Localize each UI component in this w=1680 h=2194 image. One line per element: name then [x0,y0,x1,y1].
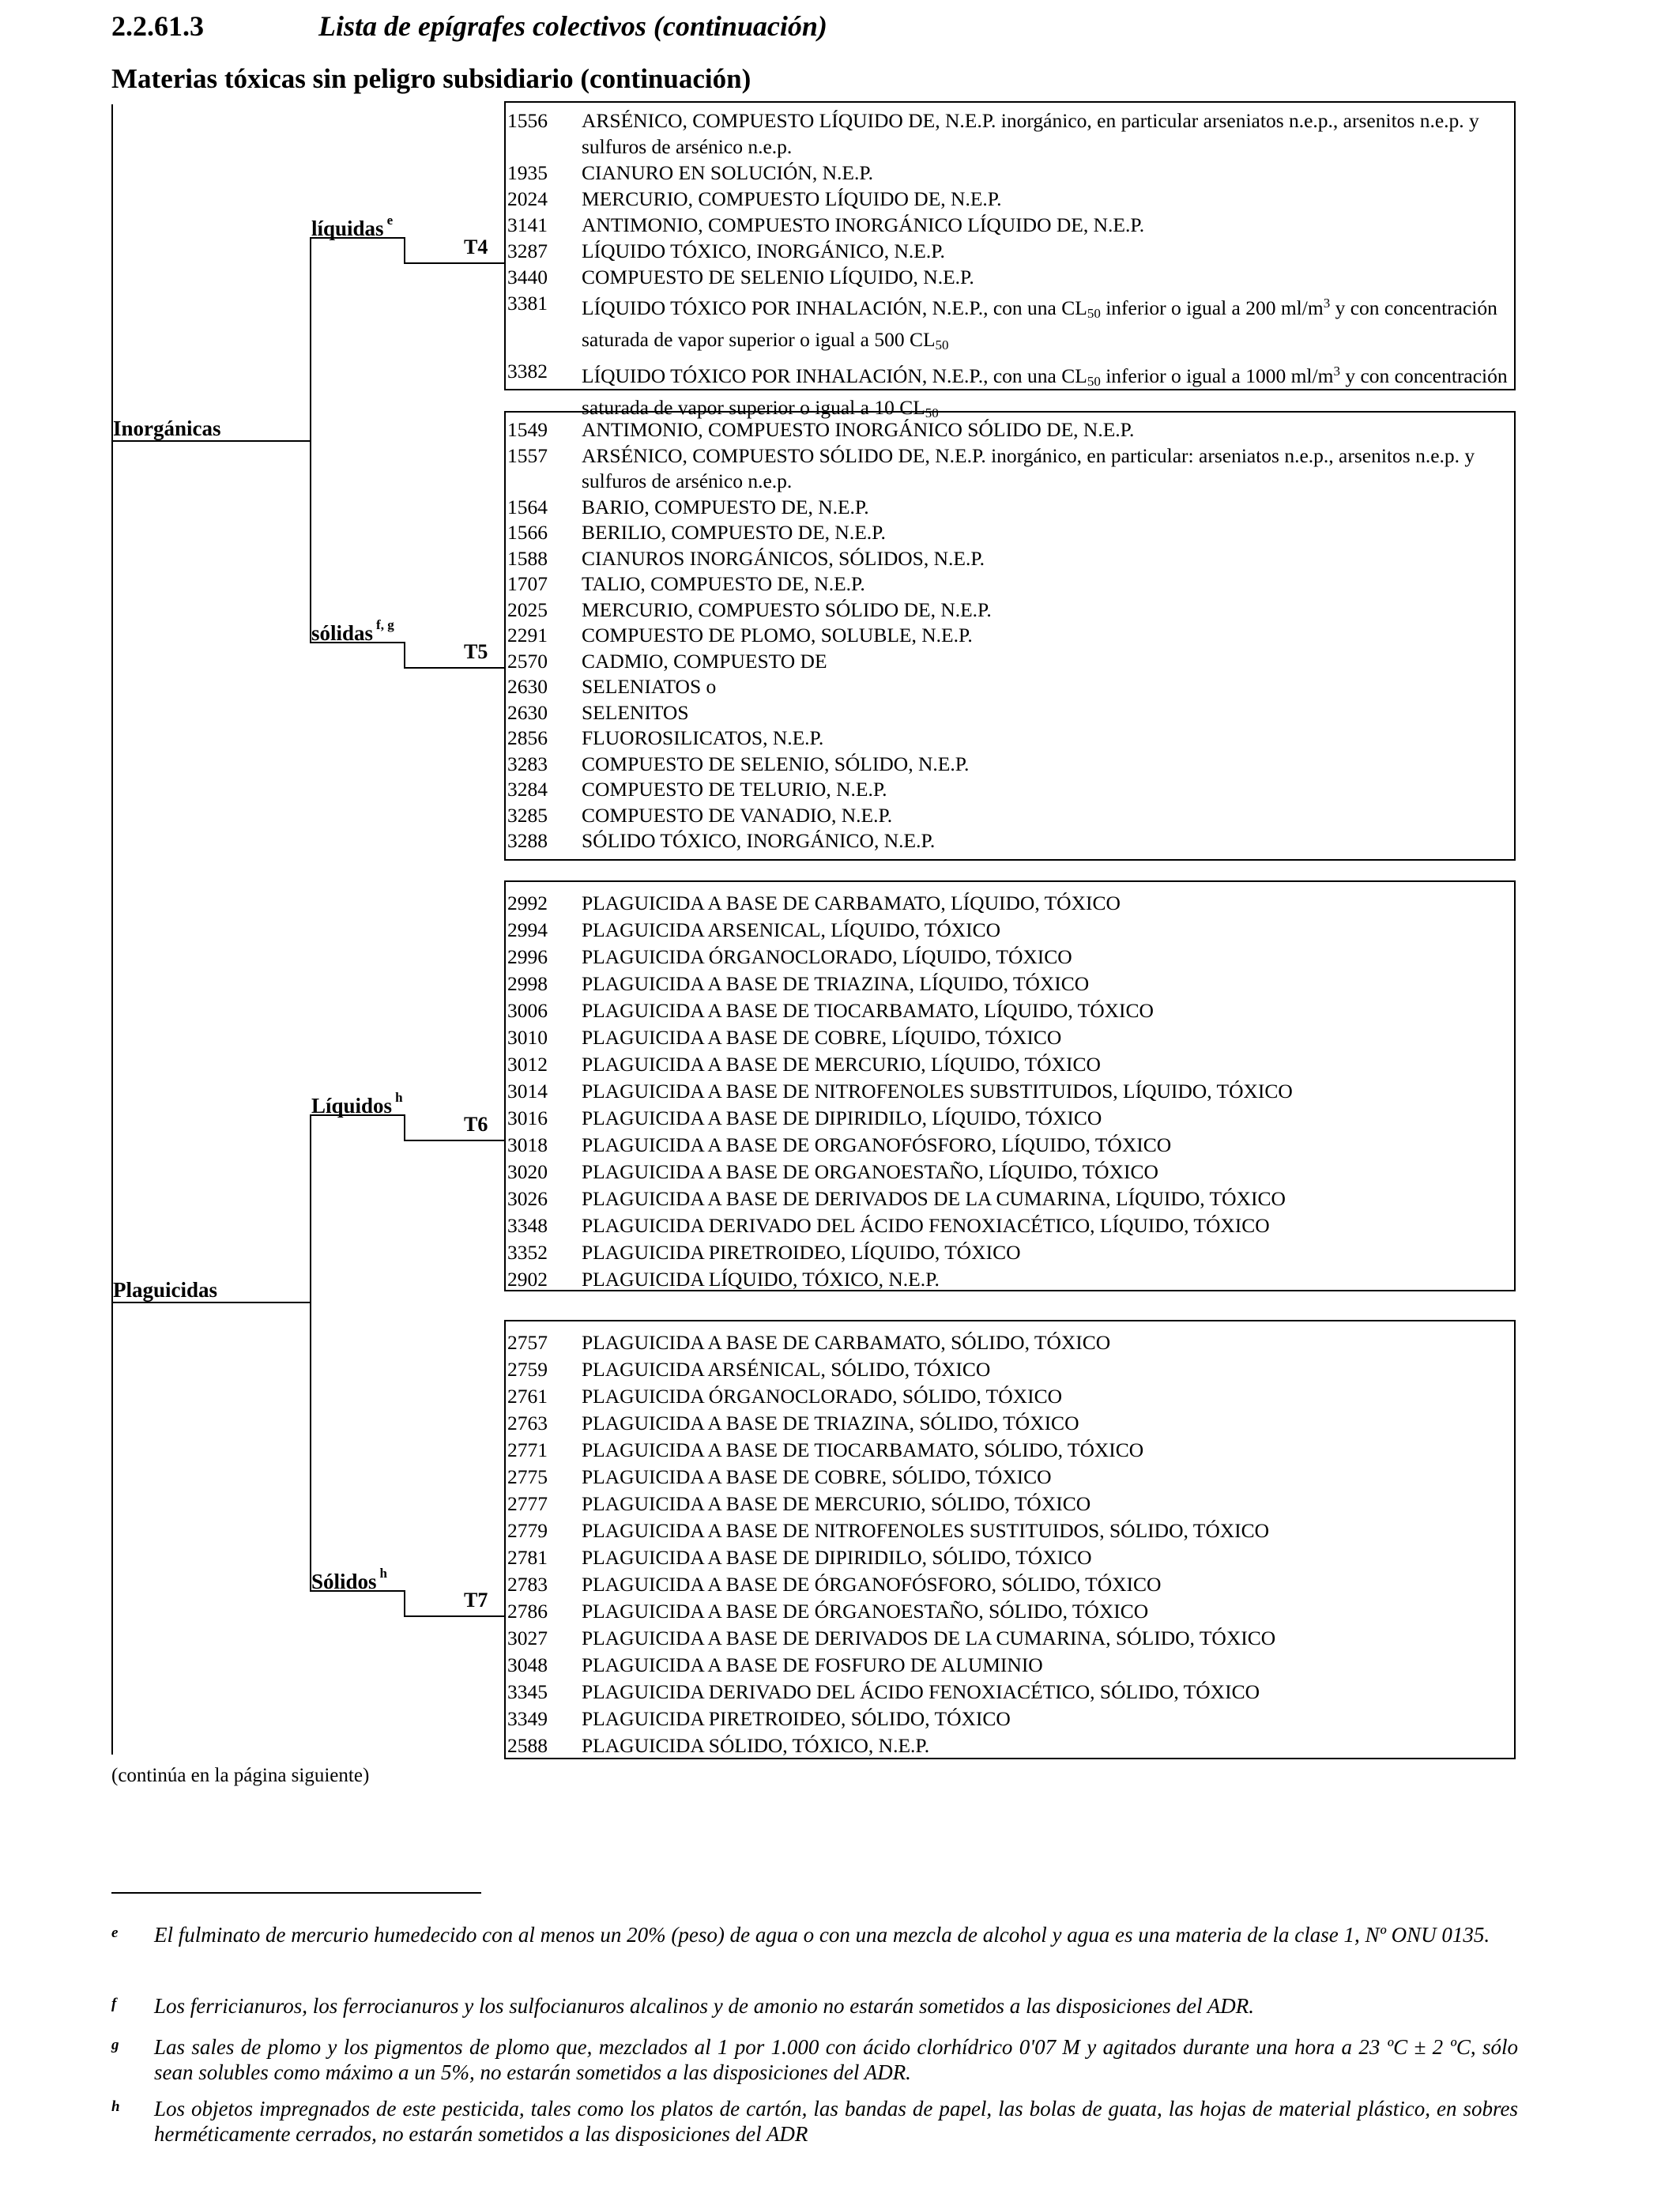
un-number: 3352 [507,1241,548,1264]
entry-name: PLAGUICIDA ÓRGANOCLORADO, SÓLIDO, TÓXICO [582,1385,1062,1408]
un-number: 3345 [507,1680,548,1703]
subgroup-liquidos [311,1089,403,1118]
entry-row [506,1517,1514,1544]
tree-t5-link [404,667,505,669]
entry-name: PLAGUICIDA PIRETROIDEO, SÓLIDO, TÓXICO [582,1707,1011,1730]
un-number: 2630 [507,700,548,724]
t4-entry-list [506,107,1514,290]
entry-name: MERCURIO, COMPUESTO SÓLIDO DE, N.E.P. [582,598,992,621]
footnote-ref-fg: f, g [376,617,394,632]
un-number: 3048 [507,1653,548,1676]
un-number: 2902 [507,1268,548,1291]
entry-row [506,944,1514,971]
entry-row [506,917,1514,944]
un-number: 3287 [507,239,548,262]
footnote-mark: h [111,2098,120,2115]
entry-row [506,1464,1514,1491]
entry-name: PLAGUICIDA A BASE DE TIOCARBAMATO, LÍQUIDO, TÓXICO [582,999,1154,1022]
code-t5: T5 [464,640,488,663]
un-number: 3016 [507,1106,548,1129]
tree-inorganicas-branch [111,440,311,442]
entry-name: PLAGUICIDA SÓLIDO, TÓXICO, N.E.P. [582,1734,930,1757]
un-number: 3382 [507,360,548,383]
un-number: 1556 [507,109,548,132]
subgroup-solidas [311,616,394,645]
tree-plaguicidas-branch [111,1302,311,1303]
entry-name: PLAGUICIDA PIRETROIDEO, LÍQUIDO, TÓXICO [582,1241,1021,1264]
un-number: 3020 [507,1160,548,1183]
entry-row [506,752,1514,778]
entry-row [506,212,1514,238]
un-number: 3381 [507,292,548,315]
footnote-h [111,2096,1518,2147]
entry-name: PLAGUICIDA A BASE DE MERCURIO, SÓLIDO, TÓXICO [582,1492,1091,1515]
tree-t4-link [404,262,505,264]
un-number: 1707 [507,572,548,595]
entry-row [506,890,1514,917]
un-number: 2630 [507,675,548,698]
t6-entry-box [504,880,1516,1291]
t7-entry-box [504,1320,1516,1759]
entry-row [506,571,1514,598]
footnote-f [111,1993,1518,2019]
code-t6: T6 [464,1113,488,1136]
entry-name: PLAGUICIDA A BASE DE NITROFENOLES SUSTITUIDOS, SÓLIDO, TÓXICO [582,1519,1270,1542]
entry-name: ANTIMONIO, COMPUESTO INORGÁNICO LÍQUIDO DE, N.E.P. [582,213,1145,236]
entry-row [506,803,1514,829]
entry-name: PLAGUICIDA A BASE DE ÓRGANOESTAÑO, SÓLIDO, TÓXICO [582,1600,1149,1623]
t6-entry-list [506,890,1514,1293]
subgroup-solidos [311,1565,387,1593]
entry-row [506,264,1514,290]
tree-t7-connector [404,1590,405,1617]
footnote-e [111,1922,1518,1947]
entry-name: PLAGUICIDA LÍQUIDO, TÓXICO, N.E.P. [582,1268,940,1291]
entry-name: COMPUESTO DE VANADIO, N.E.P. [582,803,893,827]
entry-name: PLAGUICIDA A BASE DE DERIVADOS DE LA CUMARINA, LÍQUIDO, TÓXICO [582,1187,1286,1210]
un-number: 3283 [507,752,548,775]
entry-row [506,417,1514,443]
entry-row [506,1051,1514,1078]
un-number: 2771 [507,1438,548,1461]
category-inorganicas: Inorgánicas [113,417,221,440]
entry-name: LÍQUIDO TÓXICO POR INHALACIÓN, N.E.P., con una CL50 inferior o igual a 200 $ml/m^3$ y con concentración saturada de vapor superior o igual a 500 CL50 [582,296,1497,352]
entry-name: TALIO, COMPUESTO DE, N.E.P. [582,572,865,595]
entry-row [506,1598,1514,1625]
un-number: 1566 [507,521,548,544]
footnote-mark: f [111,1996,117,2012]
tree-t4-connector [404,237,405,264]
entry-row [506,777,1514,803]
footnote-g [111,2034,1518,2085]
entry-name: PLAGUICIDA A BASE DE ORGANOESTAÑO, LÍQUIDO, TÓXICO [582,1160,1158,1183]
entry-row [506,726,1514,752]
un-number: 3288 [507,829,548,852]
entry-row [506,546,1514,572]
footnote-text: El fulminato de mercurio humedecido con al menos un 20% (peso) de agua o con una mezcla de alcohol y agua es una materia de la clase 1, Nº ONU 0135. [154,1923,1490,1947]
entry-row [506,997,1514,1024]
entry-name: PLAGUICIDA A BASE DE DIPIRIDILO, SÓLIDO, TÓXICO [582,1546,1092,1569]
entry-name: CIANURO EN SOLUCIÓN, N.E.P. [582,161,874,184]
un-number: 2992 [507,892,548,914]
entry-name: LÍQUIDO TÓXICO POR INHALACIÓN, N.E.P., con una CL50 inferior o igual a 1000 $ml/m^3$ y con concentración saturada de vapor superior o igual a 10 CL50 [582,364,1508,420]
footnote-mark: e [111,1924,119,1941]
entry-name: COMPUESTO DE SELENIO, SÓLIDO, N.E.P. [582,752,970,775]
code-t7: T7 [464,1589,488,1612]
un-number: 2025 [507,598,548,621]
entry-name: PLAGUICIDA A BASE DE COBRE, SÓLIDO, TÓXICO [582,1465,1052,1488]
entry-name: COMPUESTO DE TELURIO, N.E.P. [582,778,887,801]
un-number: 2291 [507,624,548,647]
footnote-text: Los ferricianuros, los ferrocianuros y los sulfocianuros alcalinos y de amonio no estarán sometidos a las disposiciones del ADR. [154,1994,1254,2018]
entry-name: FLUOROSILICATOS, N.E.P. [582,726,824,749]
un-number: 3284 [507,778,548,801]
subgroup-solidas-label: sólidas [311,621,374,645]
un-number: 3141 [507,213,548,236]
entry-row [506,1132,1514,1159]
entry-name: COMPUESTO DE SELENIO LÍQUIDO, N.E.P. [582,266,974,288]
section-number: 2.2.61.3 [111,10,204,42]
entry-row [506,828,1514,854]
tree-t7-link [404,1615,505,1617]
footnote-ref-h: h [379,1566,388,1581]
entry-name: COMPUESTO DE PLOMO, SOLUBLE, N.E.P. [582,624,973,647]
un-number: 3440 [507,266,548,288]
entry-name: PLAGUICIDA A BASE DE TIOCARBAMATO, SÓLIDO, TÓXICO [582,1438,1144,1461]
un-number: 2763 [507,1412,548,1434]
entry-row [506,443,1514,495]
entry-row [506,1266,1514,1293]
entry-name: BERILIO, COMPUESTO DE, N.E.P. [582,521,886,544]
continuation-note: (continúa en la página siguiente) [111,1765,370,1786]
code-t4: T4 [464,236,488,258]
tree-t6-link [404,1140,505,1141]
entry-row [506,495,1514,521]
tree-t5-connector [404,642,405,669]
un-number: 3010 [507,1026,548,1049]
entry-row [506,1356,1514,1383]
entry-name: BARIO, COMPUESTO DE, N.E.P. [582,495,869,518]
un-number: 2856 [507,726,548,749]
entry-name: PLAGUICIDA ARSENICAL, LÍQUIDO, TÓXICO [582,918,1001,941]
entry-row [506,520,1514,546]
entry-name: PLAGUICIDA DERIVADO DEL ÁCIDO FENOXIACÉTICO, SÓLIDO, TÓXICO [582,1680,1260,1703]
entry-name: PLAGUICIDA ÓRGANOCLORADO, LÍQUIDO, TÓXICO [582,945,1072,968]
entry-row [506,238,1514,264]
entry-row [506,623,1514,649]
un-number: 2757 [507,1331,548,1354]
entry-name: PLAGUICIDA ARSÉNICAL, SÓLIDO, TÓXICO [582,1358,991,1381]
tree-plaguicidas-vertical [310,1114,311,1592]
un-number: 2759 [507,1358,548,1381]
entry-name: PLAGUICIDA A BASE DE FOSFURO DE ALUMINIO [582,1653,1043,1676]
entry-row [506,700,1514,726]
entry-row [506,1024,1514,1051]
entry-row [506,1491,1514,1517]
entry-row [506,1732,1514,1759]
entry-row [506,1437,1514,1464]
page-subtitle: Materias tóxicas sin peligro subsidiario (continuación) [111,63,751,94]
entry-row [506,1410,1514,1437]
footnote-ref-h: h [395,1090,403,1105]
footnote-ref-e: e [386,213,394,228]
un-number: 2588 [507,1734,548,1757]
entry-name: MERCURIO, COMPUESTO LÍQUIDO DE, N.E.P. [582,187,1002,210]
entry-row [506,1329,1514,1356]
entry-row [506,107,1514,160]
t5-entry-list [506,417,1514,854]
entry-row [506,1383,1514,1410]
entry-name: PLAGUICIDA A BASE DE ORGANOFÓSFORO, LÍQUIDO, TÓXICO [582,1133,1172,1156]
un-number: 2024 [507,187,548,210]
un-number: 1935 [507,161,548,184]
un-number: 2996 [507,945,548,968]
footnote-mark: g [111,2037,119,2053]
entry-row [506,649,1514,675]
tree-inorganicas-vertical [310,237,311,642]
un-number: 2783 [507,1573,548,1596]
entry-name: CADMIO, COMPUESTO DE [582,649,827,673]
un-number: 3012 [507,1053,548,1076]
t4-entry-box [504,101,1516,420]
entry-row [506,1625,1514,1652]
un-number: 1564 [507,495,548,518]
entry-name: CIANUROS INORGÁNICOS, SÓLIDOS, N.E.P. [582,546,985,570]
un-number: 3027 [507,1627,548,1649]
entry-row [506,1159,1514,1186]
tree-main-vertical [111,104,113,1755]
t7-entry-list [506,1329,1514,1759]
entry-name: PLAGUICIDA A BASE DE ÓRGANOFÓSFORO, SÓLIDO, TÓXICO [582,1573,1162,1596]
footnote-text: Los objetos impregnados de este pesticida, tales como los platos de cartón, las bandas de papel, las bolas de guata, las hojas de material plástico, en sobres herméticamente cerrados, no estarán sometidos a las disposiciones del ADR [154,2097,1518,2146]
entry-row [506,1186,1514,1212]
entry-name: SELENIATOS o [582,675,717,698]
un-number: 3018 [507,1133,548,1156]
entry-name: PLAGUICIDA A BASE DE CARBAMATO, SÓLIDO, TÓXICO [582,1331,1111,1354]
entry-row [506,1571,1514,1598]
entry-row [506,1544,1514,1571]
entry-row [506,1105,1514,1132]
entry-row [506,1679,1514,1706]
entry-row [506,1078,1514,1105]
entry-row [506,674,1514,700]
entry-name: ANTIMONIO, COMPUESTO INORGÁNICO SÓLIDO DE, N.E.P. [582,418,1135,441]
section-title: Lista de epígrafes colectivos (continuación) [318,10,827,42]
subgroup-liquidas [311,212,393,240]
un-number: 2775 [507,1465,548,1488]
entry-row [506,1239,1514,1266]
entry-name: LÍQUIDO TÓXICO, INORGÁNICO, N.E.P. [582,239,945,262]
entry-name: ARSÉNICO, COMPUESTO SÓLIDO DE, N.E.P. inorgánico, en particular: arseniatos n.e.p., arsenitos n.e.p. y sulfuros de arsénico n.e.p. [582,443,1475,492]
entry-name: PLAGUICIDA A BASE DE TRIAZINA, LÍQUIDO, TÓXICO [582,972,1090,995]
entry-name: SELENITOS [582,700,689,724]
un-number: 1588 [507,546,548,570]
subgroup-solidos-label: Sólidos [311,1570,377,1593]
un-number: 3026 [507,1187,548,1210]
footnote-separator [111,1892,481,1894]
un-number: 2998 [507,972,548,995]
entry-row [506,971,1514,997]
un-number: 2781 [507,1546,548,1569]
entry-row [506,290,1514,358]
footnote-text: Las sales de plomo y los pigmentos de plomo que, mezclados al 1 por 1.000 con ácido clorhídrico 0'07 M y agitados durante una hora a 23 ºC ± 2 ºC, sólo sean solubles como máximo a un 5%, no estarán sometidos a las disposiciones del ADR. [154,2035,1518,2084]
entry-row [506,186,1514,212]
un-number: 3348 [507,1214,548,1237]
entry-name: PLAGUICIDA A BASE DE MERCURIO, LÍQUIDO, TÓXICO [582,1053,1101,1076]
un-number: 2786 [507,1600,548,1623]
un-number: 2777 [507,1492,548,1515]
tree-t6-connector [404,1114,405,1141]
entry-row [506,160,1514,186]
category-plaguicidas: Plaguicidas [113,1278,218,1302]
entry-row [506,598,1514,624]
entry-row [506,1652,1514,1679]
entry-name: SÓLIDO TÓXICO, INORGÁNICO, N.E.P. [582,829,936,852]
entry-name: PLAGUICIDA A BASE DE TRIAZINA, SÓLIDO, TÓXICO [582,1412,1079,1434]
subgroup-liquidos-label: Líquidos [311,1094,393,1118]
un-number: 2779 [507,1519,548,1542]
entry-name: PLAGUICIDA A BASE DE DIPIRIDILO, LÍQUIDO, TÓXICO [582,1106,1102,1129]
entry-name: PLAGUICIDA A BASE DE NITROFENOLES SUBSTITUIDOS, LÍQUIDO, TÓXICO [582,1080,1293,1103]
un-number: 3014 [507,1080,548,1103]
t5-entry-box [504,411,1516,861]
entry-row [506,1212,1514,1239]
un-number: 1557 [507,443,548,467]
entry-name: ARSÉNICO, COMPUESTO LÍQUIDO DE, N.E.P. inorgánico, en particular arseniatos n.e.p., arsenitos n.e.p. y sulfuros de arsénico n.e.p. [582,109,1479,158]
un-number: 1549 [507,418,548,441]
subgroup-liquidas-label: líquidas [311,217,384,240]
un-number: 3349 [507,1707,548,1730]
un-number: 2761 [507,1385,548,1408]
un-number: 3006 [507,999,548,1022]
un-number: 2994 [507,918,548,941]
un-number: 3285 [507,803,548,827]
entry-name: PLAGUICIDA DERIVADO DEL ÁCIDO FENOXIACÉTICO, LÍQUIDO, TÓXICO [582,1214,1270,1237]
entry-name: PLAGUICIDA A BASE DE COBRE, LÍQUIDO, TÓXICO [582,1026,1062,1049]
un-number: 2570 [507,649,548,673]
entry-name: PLAGUICIDA A BASE DE DERIVADOS DE LA CUMARINA, SÓLIDO, TÓXICO [582,1627,1276,1649]
entry-name: PLAGUICIDA A BASE DE CARBAMATO, LÍQUIDO, TÓXICO [582,892,1121,914]
entry-row [506,1706,1514,1732]
